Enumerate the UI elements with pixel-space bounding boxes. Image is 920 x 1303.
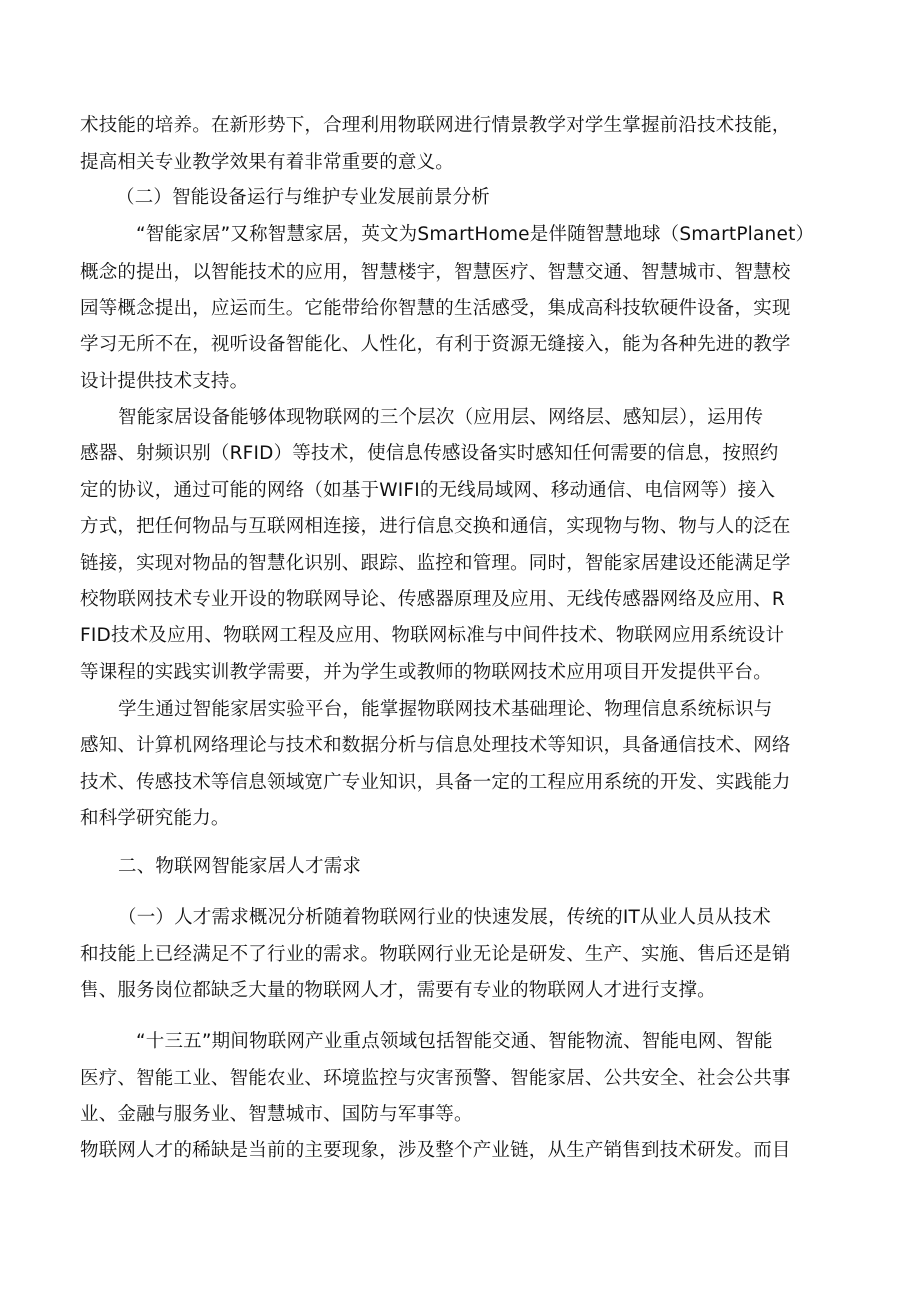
text-line: 设计提供技术支持。 (80, 371, 249, 392)
text-line: 等课程的实践实训教学需要，并为学生或教师的物联网技术应用项目开发提供平台。 (80, 662, 772, 683)
text-line: “智能家居”又称智慧家居，英文为SmartHome是伴随智慧地球（SmartPlanet） (136, 224, 815, 245)
text-line: 园等概念提出，应运而生。它能带给你智慧的生活感受，集成高科技软硬件设备，实现 (80, 298, 791, 319)
text-line: 链接，实现对物品的智慧化识别、跟踪、监控和管理。同时，智能家居建设还能满足学 (80, 553, 791, 574)
text-line: 校物联网技术专业开设的物联网导论、传感器原理及应用、无线传感器网络及应用、R (80, 589, 785, 610)
text-line: 感知、计算机网络理论与技术和数据分析与信息处理技术等知识，具备通信技术、网络 (80, 735, 791, 756)
text-line: 感器、射频识别（RFID）等技术，使信息传感设备实时感知任何需要的信息，按照约 (80, 443, 779, 464)
text-line: （一）人才需求概况分析随着物联网行业的快速发展，传统的IT从业人员从技术 (118, 907, 771, 928)
text-line: 定的协议，通过可能的网络（如基于WIFI的无线局域网、移动通信、电信网等）接入 (80, 480, 776, 501)
text-line: 概念的提出，以智能技术的应用，智慧楼宇，智慧医疗、智慧交通、智慧城市、智慧校 (80, 262, 791, 283)
text-line: 学生通过智能家居实验平台，能掌握物联网技术基础理论、物理信息系统标识与 (118, 699, 773, 720)
text-line: 方式，把任何物品与互联网相连接，进行信息交换和通信，实现物与物、物与人的泛在 (80, 516, 791, 537)
text-line: 智能家居设备能够体现物联网的三个层次（应用层、网络层、感知层），运用传 (118, 407, 764, 428)
text-line: FID技术及应用、物联网工程及应用、物联网标准与中间件技术、物联网应用系统设计 (80, 625, 785, 646)
text-line: 学习无所不在，视听设备智能化、人性化，有利于资源无缝接入，能为各种先进的教学 (80, 334, 791, 355)
text-line: 提高相关专业教学效果有着非常重要的意义。 (80, 152, 455, 173)
text-line: “十三五”期间物联网产业重点领域包括智能交通、智能物流、智能电网、智能 (136, 1031, 773, 1052)
text-line: 技术、传感技术等信息领域宽广专业知识，具备一定的工程应用系统的开发、实践能力 (80, 772, 791, 793)
text-line: 和科学研究能力。 (80, 808, 230, 829)
text-line: 术技能的培养。在新形势下，合理利用物联网进行情景教学对学生掌握前沿技术技能， (80, 115, 791, 136)
section-heading: （二）智能设备运行与维护专业发展前景分析 (116, 187, 491, 208)
section-heading: 二、物联网智能家居人才需求 (118, 856, 362, 877)
text-line: 和技能上已经满足不了行业的需求。物联网行业无论是研发、生产、实施、售后还是销 (80, 944, 791, 965)
text-line: 业、金融与服务业、智慧城市、国防与军事等。 (80, 1104, 473, 1125)
text-line: 物联网人才的稀缺是当前的主要现象，涉及整个产业链，从生产销售到技术研发。而目 (80, 1140, 791, 1161)
text-line: 售、服务岗位都缺乏大量的物联网人才，需要有专业的物联网人才进行支撑。 (80, 980, 716, 1001)
text-line: 医疗、智能工业、智能农业、环境监控与灾害预警、智能家居、公共安全、社会公共事 (80, 1068, 791, 1089)
